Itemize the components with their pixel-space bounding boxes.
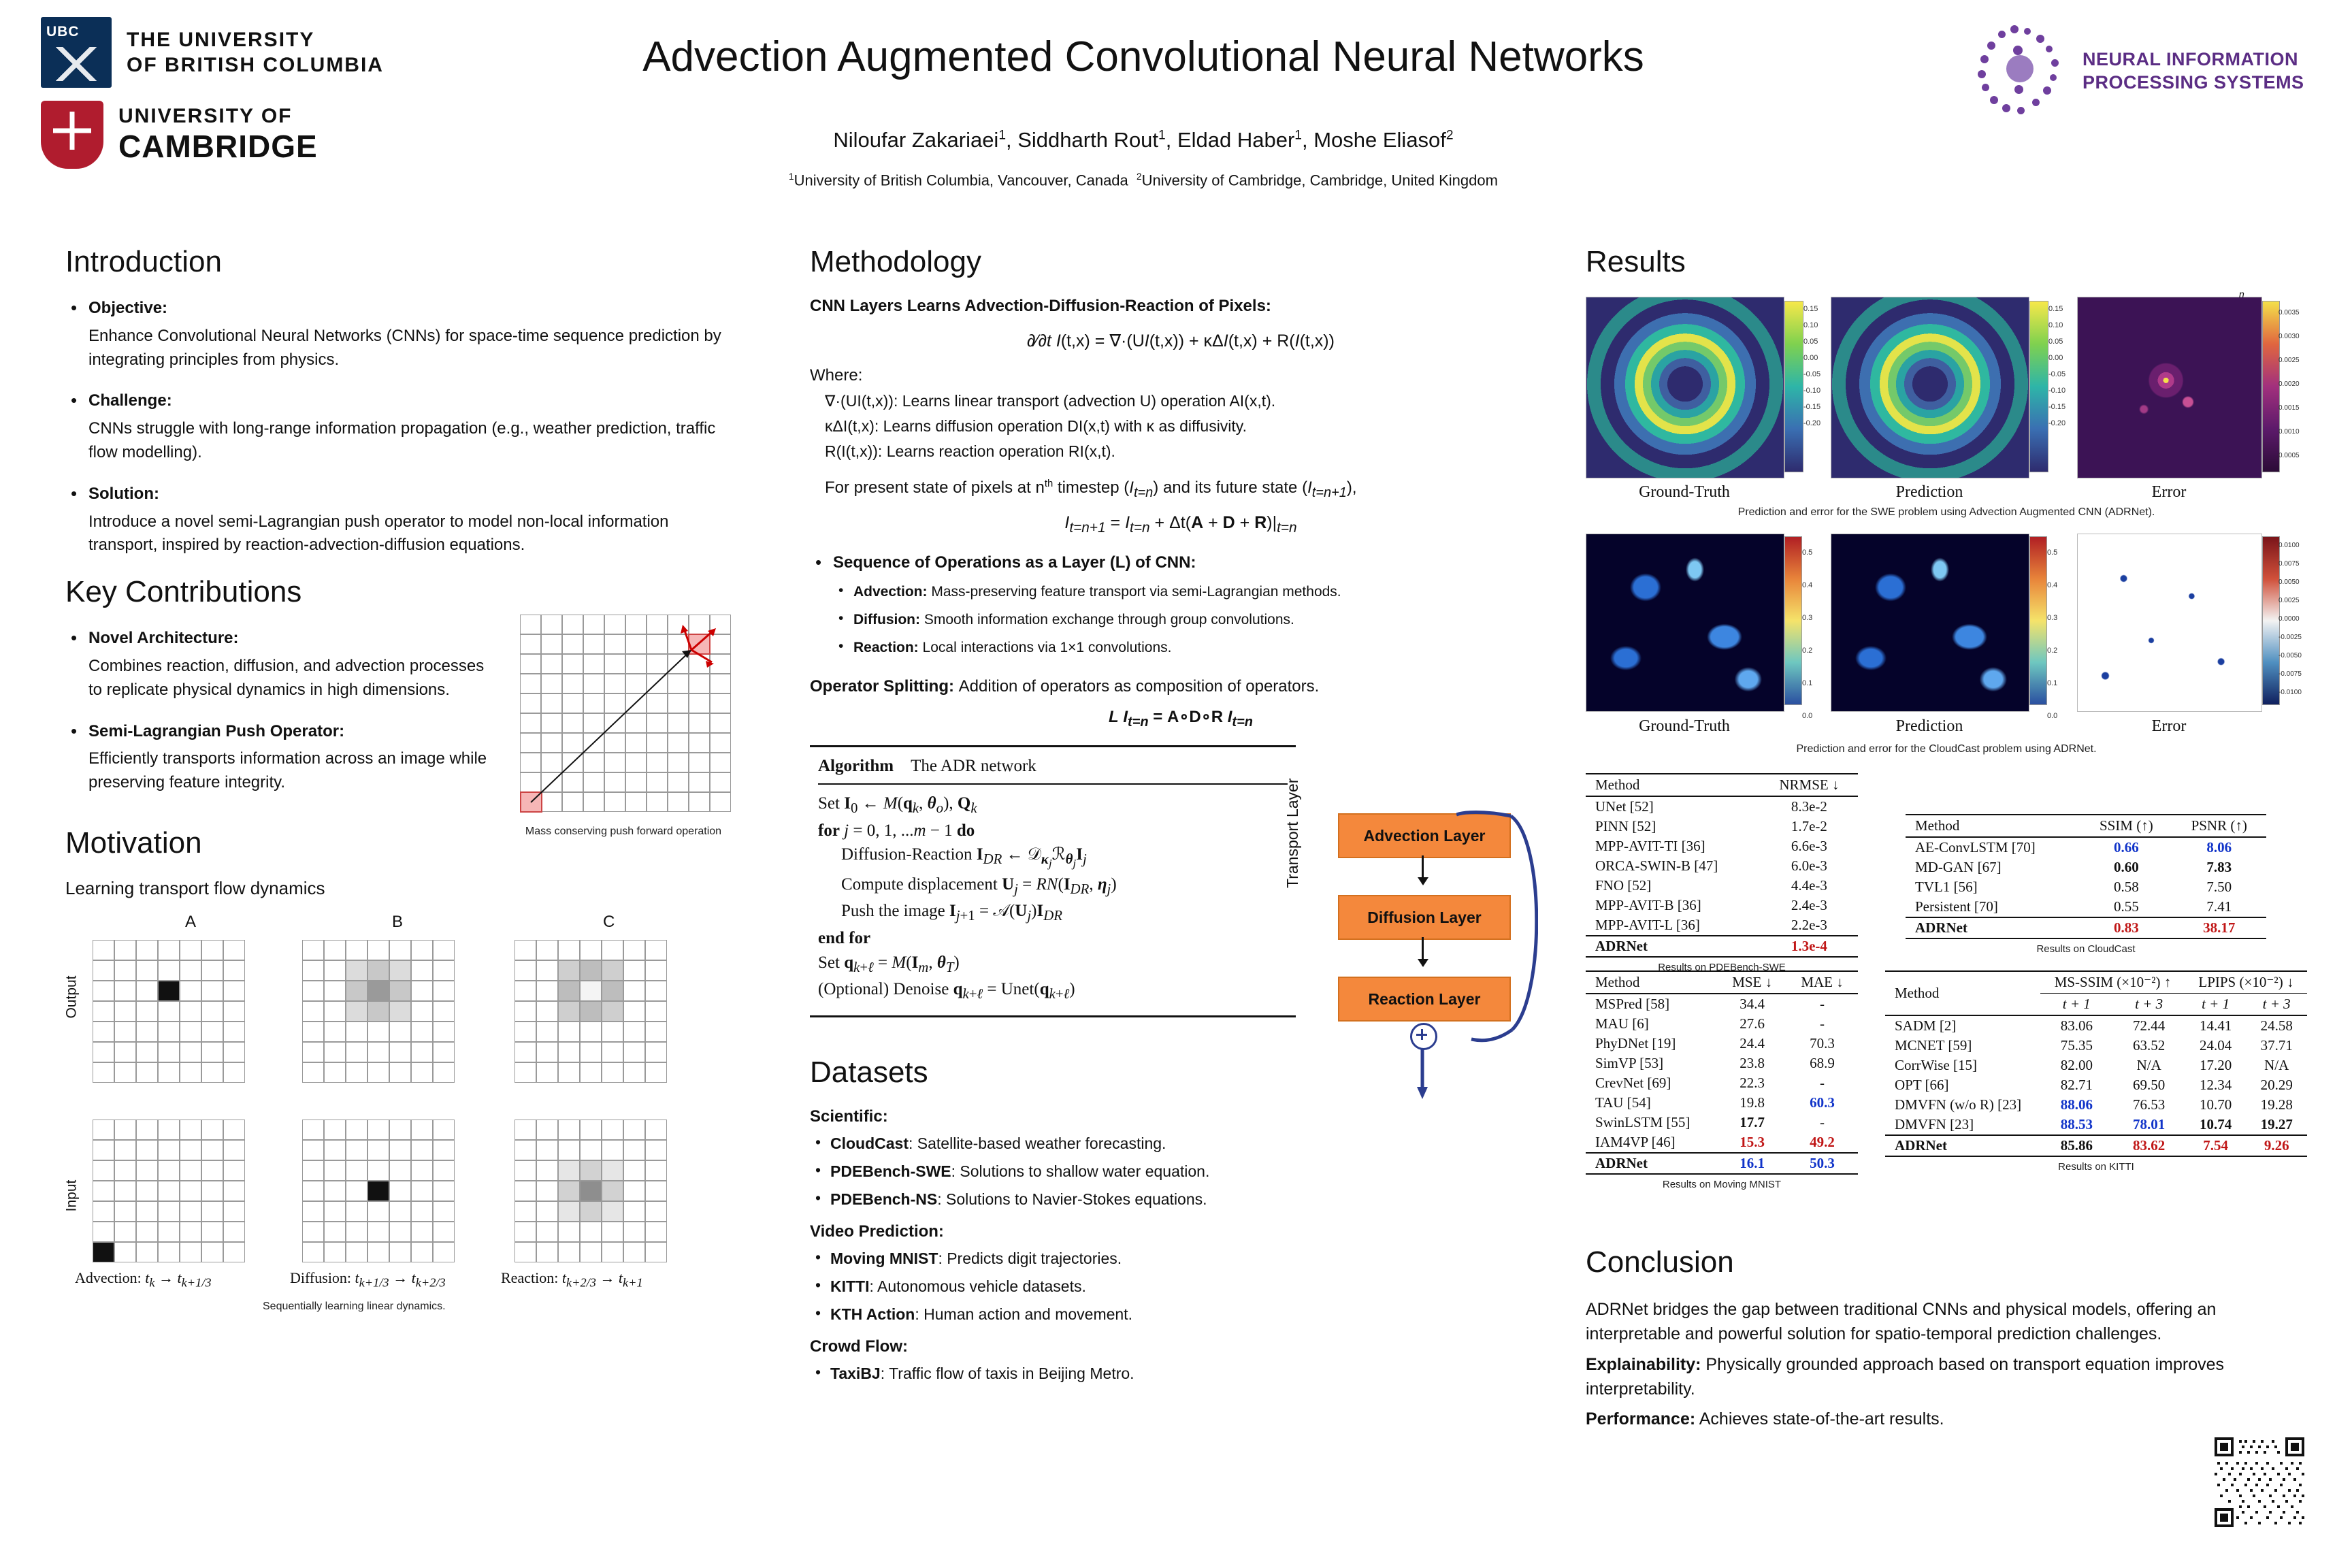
swe-ground-truth-image <box>1586 297 1784 478</box>
table-caption-mnist: Results on Moving MNIST <box>1662 1179 1782 1190</box>
methodology-equation-state: $I_{t=n+1} = I_{t=n} + \Delta t(A + D + R)|_{t=n}$ <box>1064 512 1297 536</box>
table-row: MPP-AVIT-B [36] 2.4e-3 <box>1595 897 1827 913</box>
item-label: CloudCast <box>830 1134 909 1152</box>
methodology-equation-main: ∂⁄∂t I(t,x) = ∇·(UI(t,x)) + κΔI(t,x) + R(I(t,x)) <box>1027 331 1335 350</box>
col-subheader: t + 3 <box>2112 994 2185 1016</box>
table-moving-mnist <box>1586 970 1858 1190</box>
explainability-label: Explainability: <box>1586 1354 1701 1374</box>
datasets-list-video <box>810 1250 1552 1324</box>
cloudcast-gt-ticks: 0.5 0.4 0.3 0.2 0.1 0.0 <box>1802 549 1813 720</box>
motivation-caption: Sequentially learning linear dynamics. <box>263 1300 446 1312</box>
list-item <box>833 610 1552 630</box>
transport-layer-side-label: Transport Layer <box>1284 778 1301 888</box>
datasets-list-scientific <box>810 1134 1552 1209</box>
item-text: : Predicts digit trajectories. <box>938 1249 1122 1267</box>
table-row: ADRNet 85.86 83.62 7.54 9.26 <box>1885 1135 2307 1156</box>
motivation-figure <box>63 912 739 1312</box>
col-subheader: t + 3 <box>2246 994 2307 1016</box>
sum-node-icon <box>1410 1023 1437 1050</box>
algorithm-line-8: (Optional) Denoise $q_{k+\ell}$ = $Unet(q_{k+\ell})$ <box>818 980 1075 1002</box>
algorithm-header <box>818 754 1288 785</box>
item-text: Local interactions via 1×1 convolutions. <box>922 640 1172 656</box>
item-label: Reaction: <box>853 640 919 656</box>
methodology-subhead: CNN Layers Learns Advection-Diffusion-Reaction of Pixels: <box>810 297 1271 315</box>
table-row: FNO [52] 4.4e-3 <box>1595 877 1827 894</box>
cloudcast-error-image <box>2077 534 2262 712</box>
list-item <box>65 297 739 372</box>
cloudcast-label-error: Error <box>2151 717 2187 735</box>
item-text: : Solutions to shallow water equation. <box>951 1162 1210 1180</box>
cloudcast-pred-colorbar <box>2029 536 2047 705</box>
motivation-grid-a-input <box>93 1120 245 1262</box>
motivation-col-label-c: C <box>603 912 615 931</box>
item-label: Sequence of Operations as a Layer (L) of CNN: <box>833 553 1196 572</box>
section-heading-key-contributions: Key Contributions <box>65 575 302 609</box>
table-caption-cloudcast: Results on CloudCast <box>2036 943 2136 955</box>
table-row: CrevNet [69] 22.3 - <box>1595 1075 1825 1091</box>
cloudcast-prediction-image <box>1831 534 2029 712</box>
col-header: Method <box>1586 971 1718 994</box>
list-item <box>810 1134 1552 1153</box>
list-item <box>65 627 501 702</box>
table-row: MCNET [59] 75.35 63.52 24.04 37.71 <box>1895 1037 2293 1054</box>
push-forward-caption: Mass conserving push forward operation <box>525 826 722 838</box>
conclusion-paragraph: ADRNet bridges the gap between traditional CNNs and physical models, offering an interpretable and powerful solution for spatio-temporal prediction challenges. <box>1586 1300 2217 1344</box>
algorithm-keyword: Algorithm <box>818 756 894 775</box>
algorithm-box <box>810 745 1296 1017</box>
motivation-bottom-label-diffusion: Diffusion: $t_{k+1/3} \to t_{k+2/3}$ <box>290 1269 446 1290</box>
cambridge-crest-icon <box>41 101 103 169</box>
list-item <box>65 483 739 557</box>
col-header: Method <box>1586 774 1761 796</box>
table-row: UNet [52] 8.3e-2 <box>1595 798 1827 815</box>
push-forward-arrows-icon <box>520 615 731 819</box>
datasets-group-title-scientific: Scientific: <box>810 1107 888 1126</box>
list-item <box>810 1365 1552 1383</box>
col-header: MSE ↓ <box>1718 971 1786 994</box>
item-text: CNNs struggle with long-range information propagation (e.g., weather prediction, traffic flow modelling). <box>88 419 716 461</box>
item-label: Challenge: <box>88 391 172 410</box>
item-text: Efficiently transports information across an image while preserving feature integrity. <box>88 749 487 792</box>
motivation-col-label-a: A <box>185 912 197 931</box>
item-label: PDEBench-NS <box>830 1190 938 1208</box>
cloudcast-pred-ticks: 0.5 0.4 0.3 0.2 0.1 0.0 <box>2047 549 2058 720</box>
table-row: SwinLSTM [55] 17.7 - <box>1595 1114 1825 1130</box>
sequence-sublist <box>833 582 1552 658</box>
table-cloudcast <box>1906 814 2266 955</box>
cambridge-line1: UNIVERSITY OF <box>118 105 293 128</box>
introduction-list <box>65 297 739 557</box>
table-row: MPP-AVIT-TI [36] 6.6e-3 <box>1595 838 1827 854</box>
table-row: PINN [52] 1.7e-2 <box>1595 818 1827 834</box>
table-row: TVL1 [56] 0.58 7.50 <box>1915 879 2232 895</box>
table-row: DMVFN (w/o R) [23] 88.06 76.53 10.70 19.28 <box>1895 1096 2293 1113</box>
list-item <box>810 1250 1552 1268</box>
section-heading-results: Results <box>1586 245 1686 278</box>
item-text: Introduce a novel semi-Lagrangian push operator to model non-local information transport, inspired by reaction-advection-diffusion equations. <box>88 512 669 555</box>
cloudcast-label-ground-truth: Ground-Truth <box>1639 717 1730 735</box>
table-row: MSPred [58] 34.4 - <box>1595 996 1825 1012</box>
cloudcast-figure-caption: Prediction and error for the CloudCast problem using ADRNet. <box>1796 743 2097 755</box>
explainability-text: Physically grounded approach based on transport equation improves interpretability. <box>1586 1354 2225 1399</box>
algorithm-line-7: Set $q_{k+\ell} = M(I_m$, $\theta_T$) <box>818 953 960 975</box>
item-label: Semi-Lagrangian Push Operator: <box>88 721 345 740</box>
table-row: Persistent [70] 0.55 7.41 <box>1915 898 2232 915</box>
operator-splitting-label: Operator Splitting: <box>810 676 954 696</box>
push-forward-figure <box>520 615 731 819</box>
algorithm-line-4: Compute displacement $U_j = RN(I_{DR}$, $\eta_j$) <box>841 875 1117 897</box>
operator-splitting-line <box>810 677 1552 696</box>
motivation-bottom-label-reaction: Reaction: $t_{k+2/3} \to t_{k+1}$ <box>501 1269 643 1290</box>
ubc-crest-icon <box>41 17 112 88</box>
item-text: Combines reaction, diffusion, and advection processes to replicate physical dynamics in high dimensions. <box>88 656 485 699</box>
motivation-grid-c-input <box>514 1120 667 1262</box>
arrow-advection-to-diffusion-icon <box>1422 855 1424 884</box>
table-row: MPP-AVIT-L [36] 2.2e-3 <box>1595 917 1827 933</box>
item-text: Enhance Convolutional Neural Networks (CNNs) for space-time sequence prediction by integrating principles from physics. <box>88 326 721 369</box>
qr-code[interactable] <box>2215 1437 2304 1527</box>
table-row: SADM [2] 83.06 72.44 14.41 24.58 <box>1895 1017 2293 1034</box>
list-item <box>833 638 1552 657</box>
motivation-row-label-output: Output <box>63 975 80 1019</box>
table-row: AE-ConvLSTM [70] 0.66 8.06 <box>1915 839 2232 855</box>
item-label: PDEBench-SWE <box>830 1162 951 1180</box>
col-header: MAE ↓ <box>1786 971 1858 994</box>
table-row: PhyDNet [19] 24.4 70.3 <box>1595 1035 1835 1051</box>
item-label: Novel Architecture: <box>88 629 239 648</box>
datasets-group-title-crowd: Crowd Flow: <box>810 1337 908 1356</box>
qr-code-icon[interactable] <box>2215 1437 2304 1527</box>
algorithm-line-6: end for <box>818 929 871 948</box>
table-row: ADRNet 16.1 50.3 <box>1586 1153 1858 1174</box>
performance-label: Performance: <box>1586 1409 1696 1428</box>
cloudcast-ground-truth-image <box>1586 534 1784 712</box>
item-text: : Autonomous vehicle datasets. <box>869 1277 1086 1295</box>
section-heading-datasets: Datasets <box>810 1055 928 1089</box>
swe-prediction-image <box>1831 297 2029 478</box>
transport-layer-diagram <box>1284 778 1552 1051</box>
motivation-grid-b-output <box>302 940 455 1083</box>
motivation-col-label-b: B <box>392 912 404 931</box>
column-left <box>65 245 739 1310</box>
cloudcast-error-ticks: 0.0100 0.0075 0.0050 0.0025 0.0000 -0.0025 -0.0050 -0.0075 -0.0100 <box>2278 542 2302 696</box>
neurips-line2: PROCESSING SYSTEMS <box>2082 72 2304 93</box>
table-row: MAU [6] 27.6 - <box>1595 1015 1825 1032</box>
ubc-line1: THE UNIVERSITY <box>127 28 315 51</box>
table-row: TAU [54] 19.8 60.3 <box>1595 1094 1835 1111</box>
swe-pred-colorbar-ticks: 0.15 0.10 0.05 0.00 -0.05 -0.10 -0.15 -0.20 <box>2048 305 2066 427</box>
swe-prediction-colorbar <box>2029 301 2048 472</box>
table-caption-kitti: Results on KITTI <box>2058 1161 2134 1173</box>
neurips-mark-icon <box>1971 24 2073 119</box>
conclusion-body <box>1586 1297 2307 1431</box>
skip-connection-icon <box>1456 800 1538 1051</box>
swe-error-unit-label: n <box>2239 289 2244 299</box>
col-subheader: t + 1 <box>2185 994 2247 1016</box>
col-subheader: t + 1 <box>2040 994 2112 1016</box>
cambridge-line2: CAMBRIDGE <box>118 128 318 164</box>
ubc-line2: OF BRITISH COLUMBIA <box>127 54 384 76</box>
col-header: MS-SSIM (×10⁻²) ↑ <box>2040 971 2185 994</box>
item-label: Diffusion: <box>853 611 920 627</box>
swe-label-prediction: Prediction <box>1895 483 1963 501</box>
table-row: IAM4VP [46] 15.3 49.2 <box>1595 1134 1835 1150</box>
item-label: KITTI <box>830 1277 870 1295</box>
table-row: SimVP [53] 23.8 68.9 <box>1595 1055 1835 1071</box>
column-right <box>1586 245 2307 1437</box>
neurips-line1: NEURAL INFORMATION <box>2082 49 2298 70</box>
list-item <box>810 1305 1552 1324</box>
swe-figure-caption: Prediction and error for the SWE problem using Advection Augmented CNN (ADRNet). <box>1737 506 2155 518</box>
methodology-where-line-1: ∇·(UI(t,x)): Learns linear transport (advection U) operation AI(x,t). <box>825 392 1276 410</box>
affiliation-list: $^1$University of British Columbia, Vancouver, Canada $^2$University of Cambridge, Cambridge, United Kingdom <box>789 172 1498 189</box>
motivation-grid-c-output <box>514 940 667 1083</box>
cloudcast-label-prediction: Prediction <box>1895 717 1963 735</box>
motivation-bottom-label-advection: Advection: $t_k \to t_{k+1/3}$ <box>75 1269 212 1290</box>
col-header: LPIPS (×10⁻²) ↓ <box>2185 971 2307 994</box>
methodology-state-text: For present state of pixels at $n^{th}$ timestep $(I_{t=n})$ and its future state $(I_{t=n+1})$, <box>825 478 1357 500</box>
author-list: Niloufar Zakariaei$^1$, Siddharth Rout$^1$, Eldad Haber$^1$, Moshe Eliasof$^2$ <box>833 128 1454 152</box>
table-row: ADRNet 1.3e-4 <box>1586 936 1858 957</box>
algorithm-line-5: Push the image $I_{j+1}$ = $𝒜(U_j)I_{DR}$ <box>841 902 1062 924</box>
cloudcast-gt-colorbar <box>1784 536 1802 705</box>
swe-error-colorbar <box>2262 301 2280 472</box>
algorithm-line-1: Set $I_0$ ← $M(q_k$, $\theta_o$), $Q_k$ <box>818 794 977 817</box>
item-text: : Solutions to Navier-Stokes equations. <box>937 1190 1207 1208</box>
section-heading-motivation: Motivation <box>65 826 202 860</box>
results-figure-swe <box>1586 289 2307 501</box>
table-pdebench-swe <box>1586 773 1858 973</box>
cambridge-logo <box>41 95 463 174</box>
swe-gt-colorbar-ticks: 0.15 0.10 0.05 0.00 -0.05 -0.10 -0.15 -0.20 <box>1803 305 1821 427</box>
methodology-where-line-2: κΔI(t,x): Learns diffusion operation DI(x,t) with κ as diffusivity. <box>825 417 1247 435</box>
table-row: ORCA-SWIN-B [47] 6.0e-3 <box>1595 858 1827 874</box>
motivation-row-label-input: Input <box>63 1179 80 1212</box>
item-text: Mass-preserving feature transport via semi-Lagrangian methods. <box>931 583 1341 600</box>
algorithm-line-3: Diffusion-Reaction $I_{DR}$ ← $𝒟_{\kappa_j}ℛ_{\theta_j}I_j$ <box>841 845 1087 870</box>
results-tables <box>1586 773 2307 1236</box>
methodology-sequence-list <box>810 551 1552 658</box>
item-label: Advection: <box>853 583 928 600</box>
swe-ground-truth-colorbar <box>1784 301 1803 472</box>
item-text: : Traffic flow of taxis in Beijing Metro. <box>880 1364 1134 1382</box>
conclusion-performance <box>1586 1407 2307 1431</box>
item-label: Solution: <box>88 484 159 503</box>
arrow-diffusion-to-reaction-icon <box>1422 937 1424 966</box>
page-title: Advection Augmented Convolutional Neural Networks <box>642 33 1644 80</box>
motivation-subtitle: Learning transport flow dynamics <box>65 877 325 898</box>
item-label: TaxiBJ <box>830 1364 881 1382</box>
swe-error-image <box>2077 297 2262 478</box>
item-label: Moving MNIST <box>830 1249 938 1267</box>
list-item <box>810 1277 1552 1296</box>
item-label: KTH Action <box>830 1305 915 1323</box>
operator-equation: L $I_{t=n}$ = A∘D∘R $I_{t=n}$ <box>1109 707 1253 730</box>
list-item <box>810 1190 1552 1209</box>
datasets-group-title-video: Video Prediction: <box>810 1222 944 1241</box>
item-label: Objective: <box>88 299 168 317</box>
neurips-logo <box>1971 20 2318 122</box>
table-row: CorrWise [15] 82.00 N/A 17.20 N/A <box>1895 1057 2289 1073</box>
methodology-where-line-3: R(I(t,x)): Learns reaction operation RI(x,t). <box>825 442 1115 460</box>
col-header: SSIM (↑) <box>2080 815 2172 837</box>
table-row: OPT [66] 82.71 69.50 12.34 20.29 <box>1895 1077 2293 1093</box>
cloudcast-error-colorbar <box>2262 536 2280 705</box>
col-header: Method <box>1885 971 2040 1015</box>
datasets-list-crowd <box>810 1365 1552 1383</box>
col-header: PSNR (↑) <box>2172 815 2266 837</box>
col-header: Method <box>1906 815 2080 837</box>
col-header: NRMSE ↓ <box>1761 774 1858 796</box>
item-text: : Satellite-based weather forecasting. <box>909 1134 1166 1152</box>
item-text: Smooth information exchange through group convolutions. <box>924 611 1294 627</box>
section-heading-methodology: Methodology <box>810 245 981 278</box>
table-row: MD-GAN [67] 0.60 7.83 <box>1915 859 2232 875</box>
table-row: ADRNet 0.83 38.17 <box>1906 917 2266 938</box>
poster-header <box>0 0 2352 225</box>
reaction-layer-box: Reaction Layer <box>1338 977 1511 1022</box>
motivation-grid-b-input <box>302 1120 455 1262</box>
table-kitti <box>1885 970 2307 1173</box>
advection-layer-box: Advection Layer <box>1338 813 1511 858</box>
section-heading-introduction: Introduction <box>65 245 222 278</box>
swe-error-colorbar-ticks: 0.0035 0.0030 0.0025 0.0020 0.0015 0.0010 0.0005 <box>2278 309 2300 459</box>
performance-text: Achieves state-of-the-art results. <box>1695 1409 1944 1428</box>
list-item <box>810 551 1552 658</box>
diffusion-layer-box: Diffusion Layer <box>1338 895 1511 940</box>
conclusion-explainability <box>1586 1352 2307 1402</box>
results-figure-cloudcast <box>1586 534 2307 738</box>
list-item <box>65 720 501 795</box>
table-caption-swe: Results on PDEBench-SWE <box>1658 962 1786 973</box>
operator-splitting-text: Addition of operators as composition of operators. <box>958 676 1320 696</box>
table-row: DMVFN [23] 88.53 78.01 10.74 19.27 <box>1895 1116 2293 1132</box>
swe-label-ground-truth: Ground-Truth <box>1639 483 1730 501</box>
key-contributions-list <box>65 627 501 795</box>
algorithm-title: The ADR network <box>911 756 1036 775</box>
swe-label-error: Error <box>2151 483 2187 501</box>
list-item <box>833 582 1552 602</box>
item-text: : Human action and movement. <box>915 1305 1132 1323</box>
list-item <box>65 389 739 464</box>
motivation-grid-a-output <box>93 940 245 1083</box>
methodology-where-label: Where: <box>810 366 863 385</box>
ubc-logo <box>41 15 422 90</box>
list-item <box>810 1162 1552 1181</box>
section-heading-conclusion: Conclusion <box>1586 1245 1734 1279</box>
algorithm-line-2: for j = 0, 1, ...m − 1 do <box>818 821 975 840</box>
